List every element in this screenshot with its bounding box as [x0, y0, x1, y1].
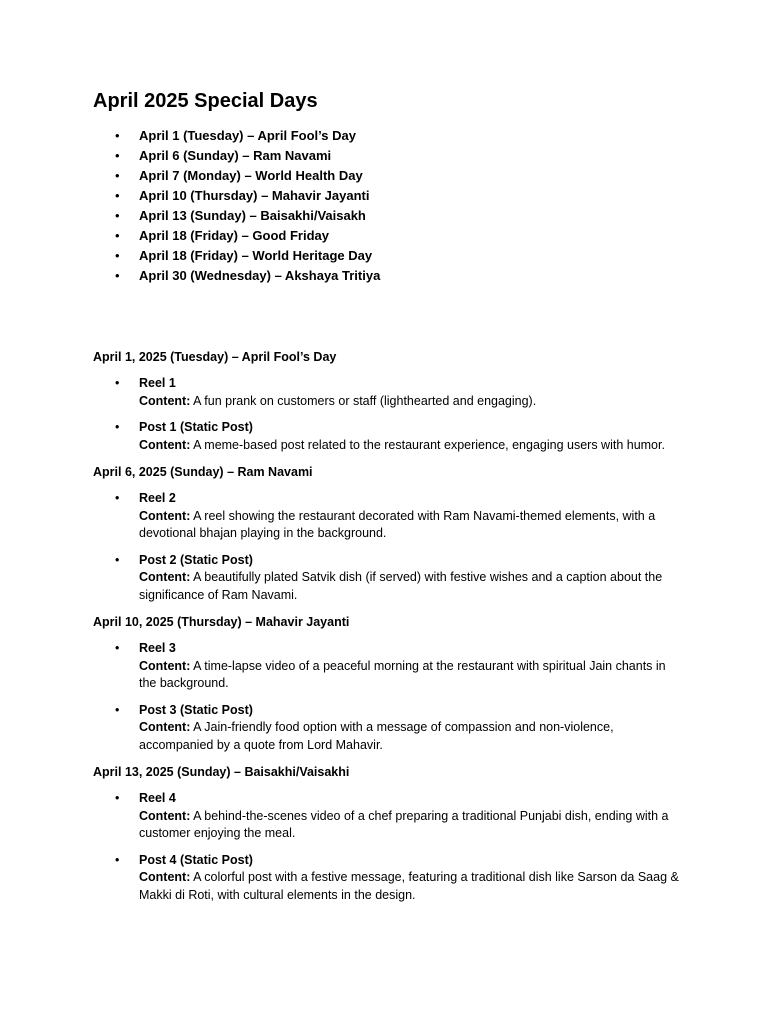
bullet-icon: •	[115, 208, 120, 223]
event-plan	[93, 348, 683, 904]
post-content: A time-lapse video of a peaceful morning at the restaurant with spiritual Jain chants in the background.	[139, 658, 666, 690]
special-days-list	[93, 126, 683, 286]
bullet-icon: •	[115, 702, 120, 717]
event-heading: April 1, 2025 (Tuesday) – April Fool’s Day	[93, 350, 337, 364]
post-title: Reel 2	[139, 491, 176, 505]
post-item	[93, 490, 683, 543]
bullet-icon: •	[115, 552, 120, 567]
bullet-icon: •	[115, 188, 120, 203]
event-heading: April 10, 2025 (Thursday) – Mahavir Jayanti	[93, 615, 350, 629]
post-content: A beautifully plated Satvik dish (if served) with festive wishes and a caption about the significance of Ram Navami.	[139, 570, 663, 602]
post-title: Post 4 (Static Post)	[139, 852, 253, 867]
special-day-item	[93, 266, 683, 286]
bullet-icon: •	[115, 128, 120, 143]
post-item	[93, 852, 683, 905]
special-day-item	[93, 126, 683, 146]
special-day-text: April 1 (Tuesday) – April Fool’s Day	[139, 128, 356, 143]
event-section	[93, 463, 683, 604]
post-title: Post 3 (Static Post)	[139, 702, 253, 717]
bullet-icon: •	[115, 852, 120, 867]
event-section	[93, 763, 683, 904]
post-title: Reel 3	[139, 641, 176, 655]
special-day-text: April 30 (Wednesday) – Akshaya Tritiya	[139, 268, 381, 283]
event-section	[93, 348, 683, 454]
bullet-icon: •	[115, 641, 120, 655]
content-label: Content:	[139, 437, 191, 452]
post-title: Reel 4	[139, 791, 176, 805]
post-content: A Jain-friendly food option with a message of compassion and non-violence, accompanied by a quote from Lord Mahavir.	[139, 720, 614, 752]
special-day-text: April 18 (Friday) – Good Friday	[139, 228, 329, 243]
bullet-icon: •	[115, 491, 120, 505]
document-page	[93, 88, 683, 913]
content-label: Content:	[139, 393, 191, 408]
page-title: April 2025 Special Days	[93, 90, 318, 112]
post-title: Post 1 (Static Post)	[139, 420, 253, 434]
special-day-text: April 18 (Friday) – World Heritage Day	[139, 248, 373, 263]
post-item	[93, 552, 683, 605]
special-day-text: April 10 (Thursday) – Mahavir Jayanti	[139, 188, 370, 203]
post-content: A meme-based post related to the restaurant experience, engaging users with humor.	[190, 437, 665, 452]
bullet-icon: •	[115, 248, 120, 263]
bullet-icon: •	[115, 420, 120, 434]
content-label: Content:	[139, 720, 191, 734]
special-day-item	[93, 186, 683, 206]
post-item	[93, 640, 683, 693]
special-day-item	[93, 246, 683, 266]
bullet-icon: •	[115, 148, 120, 163]
content-label: Content:	[139, 808, 191, 823]
special-day-item	[93, 166, 683, 186]
bullet-icon: •	[115, 268, 120, 283]
content-label: Content:	[139, 508, 191, 523]
bullet-icon: •	[115, 228, 120, 243]
bullet-icon: •	[115, 168, 120, 183]
post-content: A colorful post with a festive message, featuring a traditional dish like Sarson da Saag & Makki di Roti, with cultural elements in the design.	[139, 870, 679, 902]
special-day-item	[93, 206, 683, 226]
post-content: A fun prank on customers or staff (lighthearted and engaging).	[190, 393, 537, 408]
content-label: Content:	[139, 870, 191, 884]
special-day-item	[93, 226, 683, 246]
special-day-text: April 6 (Sunday) – Ram Navami	[139, 148, 332, 163]
event-heading: April 6, 2025 (Sunday) – Ram Navami	[93, 465, 313, 479]
post-content: A reel showing the restaurant decorated with Ram Navami-themed elements, with a devotional bhajan playing in the background.	[139, 508, 656, 540]
post-item	[93, 790, 683, 843]
content-label: Content:	[139, 658, 191, 673]
content-label: Content:	[139, 570, 191, 584]
post-title: Reel 1	[139, 376, 176, 390]
post-title: Post 2 (Static Post)	[139, 552, 253, 567]
post-item	[93, 419, 683, 454]
post-content: A behind-the-scenes video of a chef preparing a traditional Punjabi dish, ending with a customer enjoying the meal.	[139, 808, 669, 840]
event-heading: April 13, 2025 (Sunday) – Baisakhi/Vaisakhi	[93, 765, 350, 779]
post-item	[93, 702, 683, 755]
post-item	[93, 375, 683, 410]
special-day-text: April 7 (Monday) – World Health Day	[139, 168, 363, 183]
special-day-item	[93, 146, 683, 166]
special-day-text: April 13 (Sunday) – Baisakhi/Vaisakh	[139, 208, 366, 223]
bullet-icon: •	[115, 791, 120, 805]
bullet-icon: •	[115, 376, 120, 390]
event-section	[93, 613, 683, 754]
